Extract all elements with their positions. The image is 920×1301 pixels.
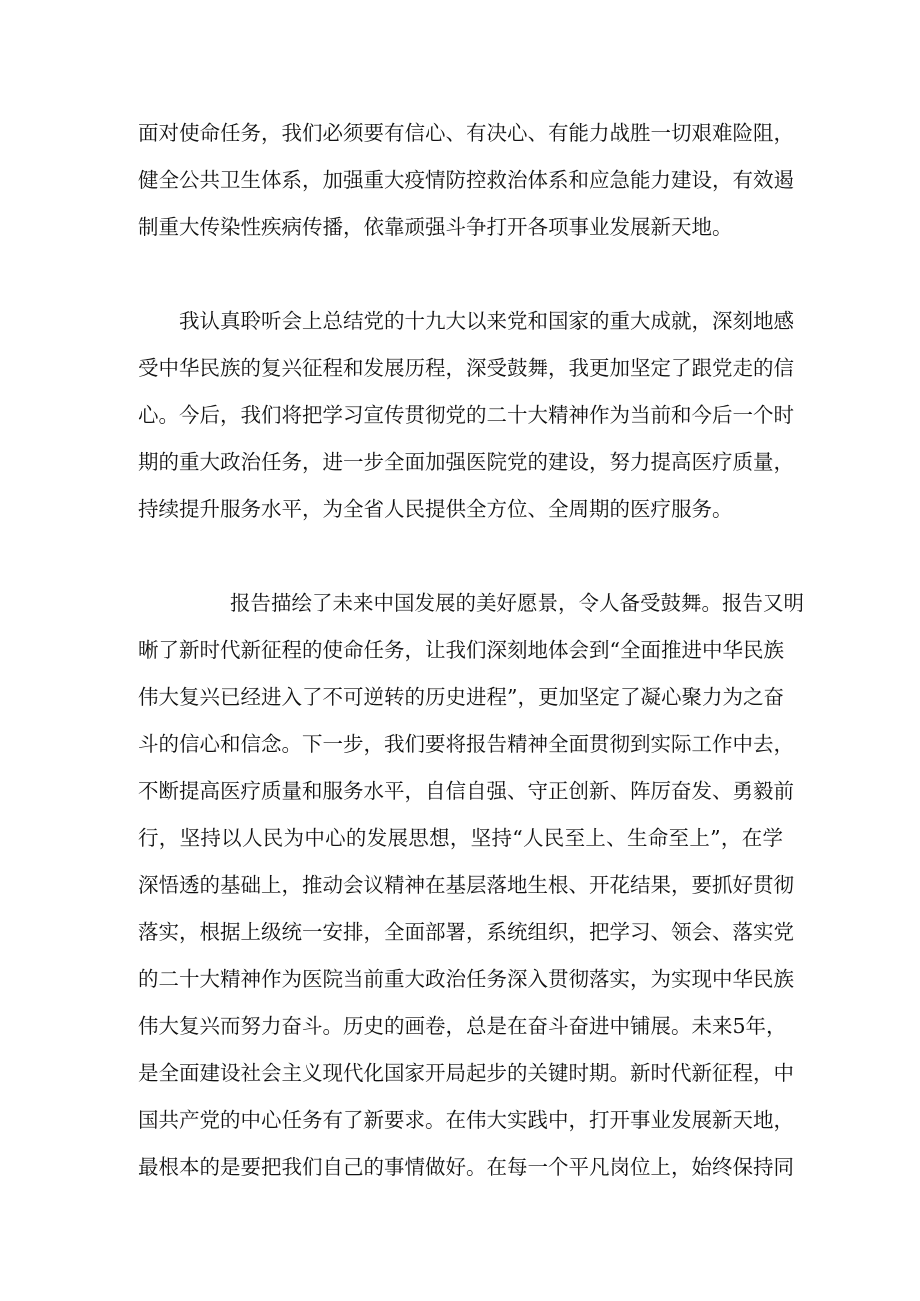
paragraph-line: 伟大复兴而努力奋斗。历史的画卷，总是在奋斗奋进中铺展。未来5年， [138,1014,787,1038]
paragraph-line: 伟大复兴已经进入了不可逆转的历史进程”，更加坚定了凝心聚力为之奋 [138,685,784,709]
paragraph-line: 报告描绘了未来中国发展的美好愿景，令人备受鼓舞。报告又明 [230,591,804,615]
paragraph-line: 落实，根据上级统一安排，全面部署，系统组织，把学习、领会、落实党 [138,920,794,944]
paragraph-line: 我认真聆听会上总结党的十九大以来党和国家的重大成就，深刻地感 [179,309,794,333]
paragraph-line: 的二十大精神作为医院当前重大政治任务深入贯彻落实，为实现中华民族 [138,967,794,991]
paragraph-2 [138,298,794,533]
paragraph-line: 斗的信心和信念。下一步，我们要将报告精神全面贯彻到实际工作中去， [138,732,794,756]
paragraph-line: 健全公共卫生体系，加强重大疫情防控救治体系和应急能力建设，有效遏 [138,168,794,192]
paragraph-line: 最根本的是要把我们自己的事情做好。在每一个平凡岗位上，始终保持同 [138,1155,794,1179]
paragraph-line: 持续提升服务水平，为全省人民提供全方位、全周期的医疗服务。 [138,497,733,521]
paragraph-line: 不断提高医疗质量和服务水平，自信自强、守正创新、阵厉奋发、勇毅前 [138,779,794,803]
paragraph-line: 面对使命任务，我们必须要有信心、有决心、有能力战胜一切艰难险阻， [138,121,794,145]
paragraph-3 [138,580,804,1191]
paragraph-line: 国共产党的中心任务有了新要求。在伟大实践中，打开事业发展新天地， [138,1108,794,1132]
paragraph-line: 行，坚持以人民为中心的发展思想，坚持“人民至上、生命至上”，在学 [138,826,783,850]
paragraph-line: 受中华民族的复兴征程和发展历程，深受鼓舞，我更加坚定了跟党走的信 [138,356,794,380]
paragraph-line: 是全面建设社会主义现代化国家开局起步的关键时期。新时代新征程，中 [138,1061,794,1085]
paragraph-line: 心。今后，我们将把学习宣传贯彻党的二十大精神作为当前和今后一个时 [138,403,794,427]
paragraph-line: 期的重大政治任务，进一步全面加强医院党的建设，努力提高医疗质量， [138,450,794,474]
paragraph-line: 制重大传染性疾病传播，依靠顽强斗争打开各项事业发展新天地。 [138,215,733,239]
paragraph-line: 深悟透的基础上，推动会议精神在基层落地生根、开花结果，要抓好贯彻 [138,873,794,897]
paragraph-line: 晰了新时代新征程的使命任务，让我们深刻地体会到“全面推进中华民族 [138,638,784,662]
paragraph-1 [138,110,794,251]
